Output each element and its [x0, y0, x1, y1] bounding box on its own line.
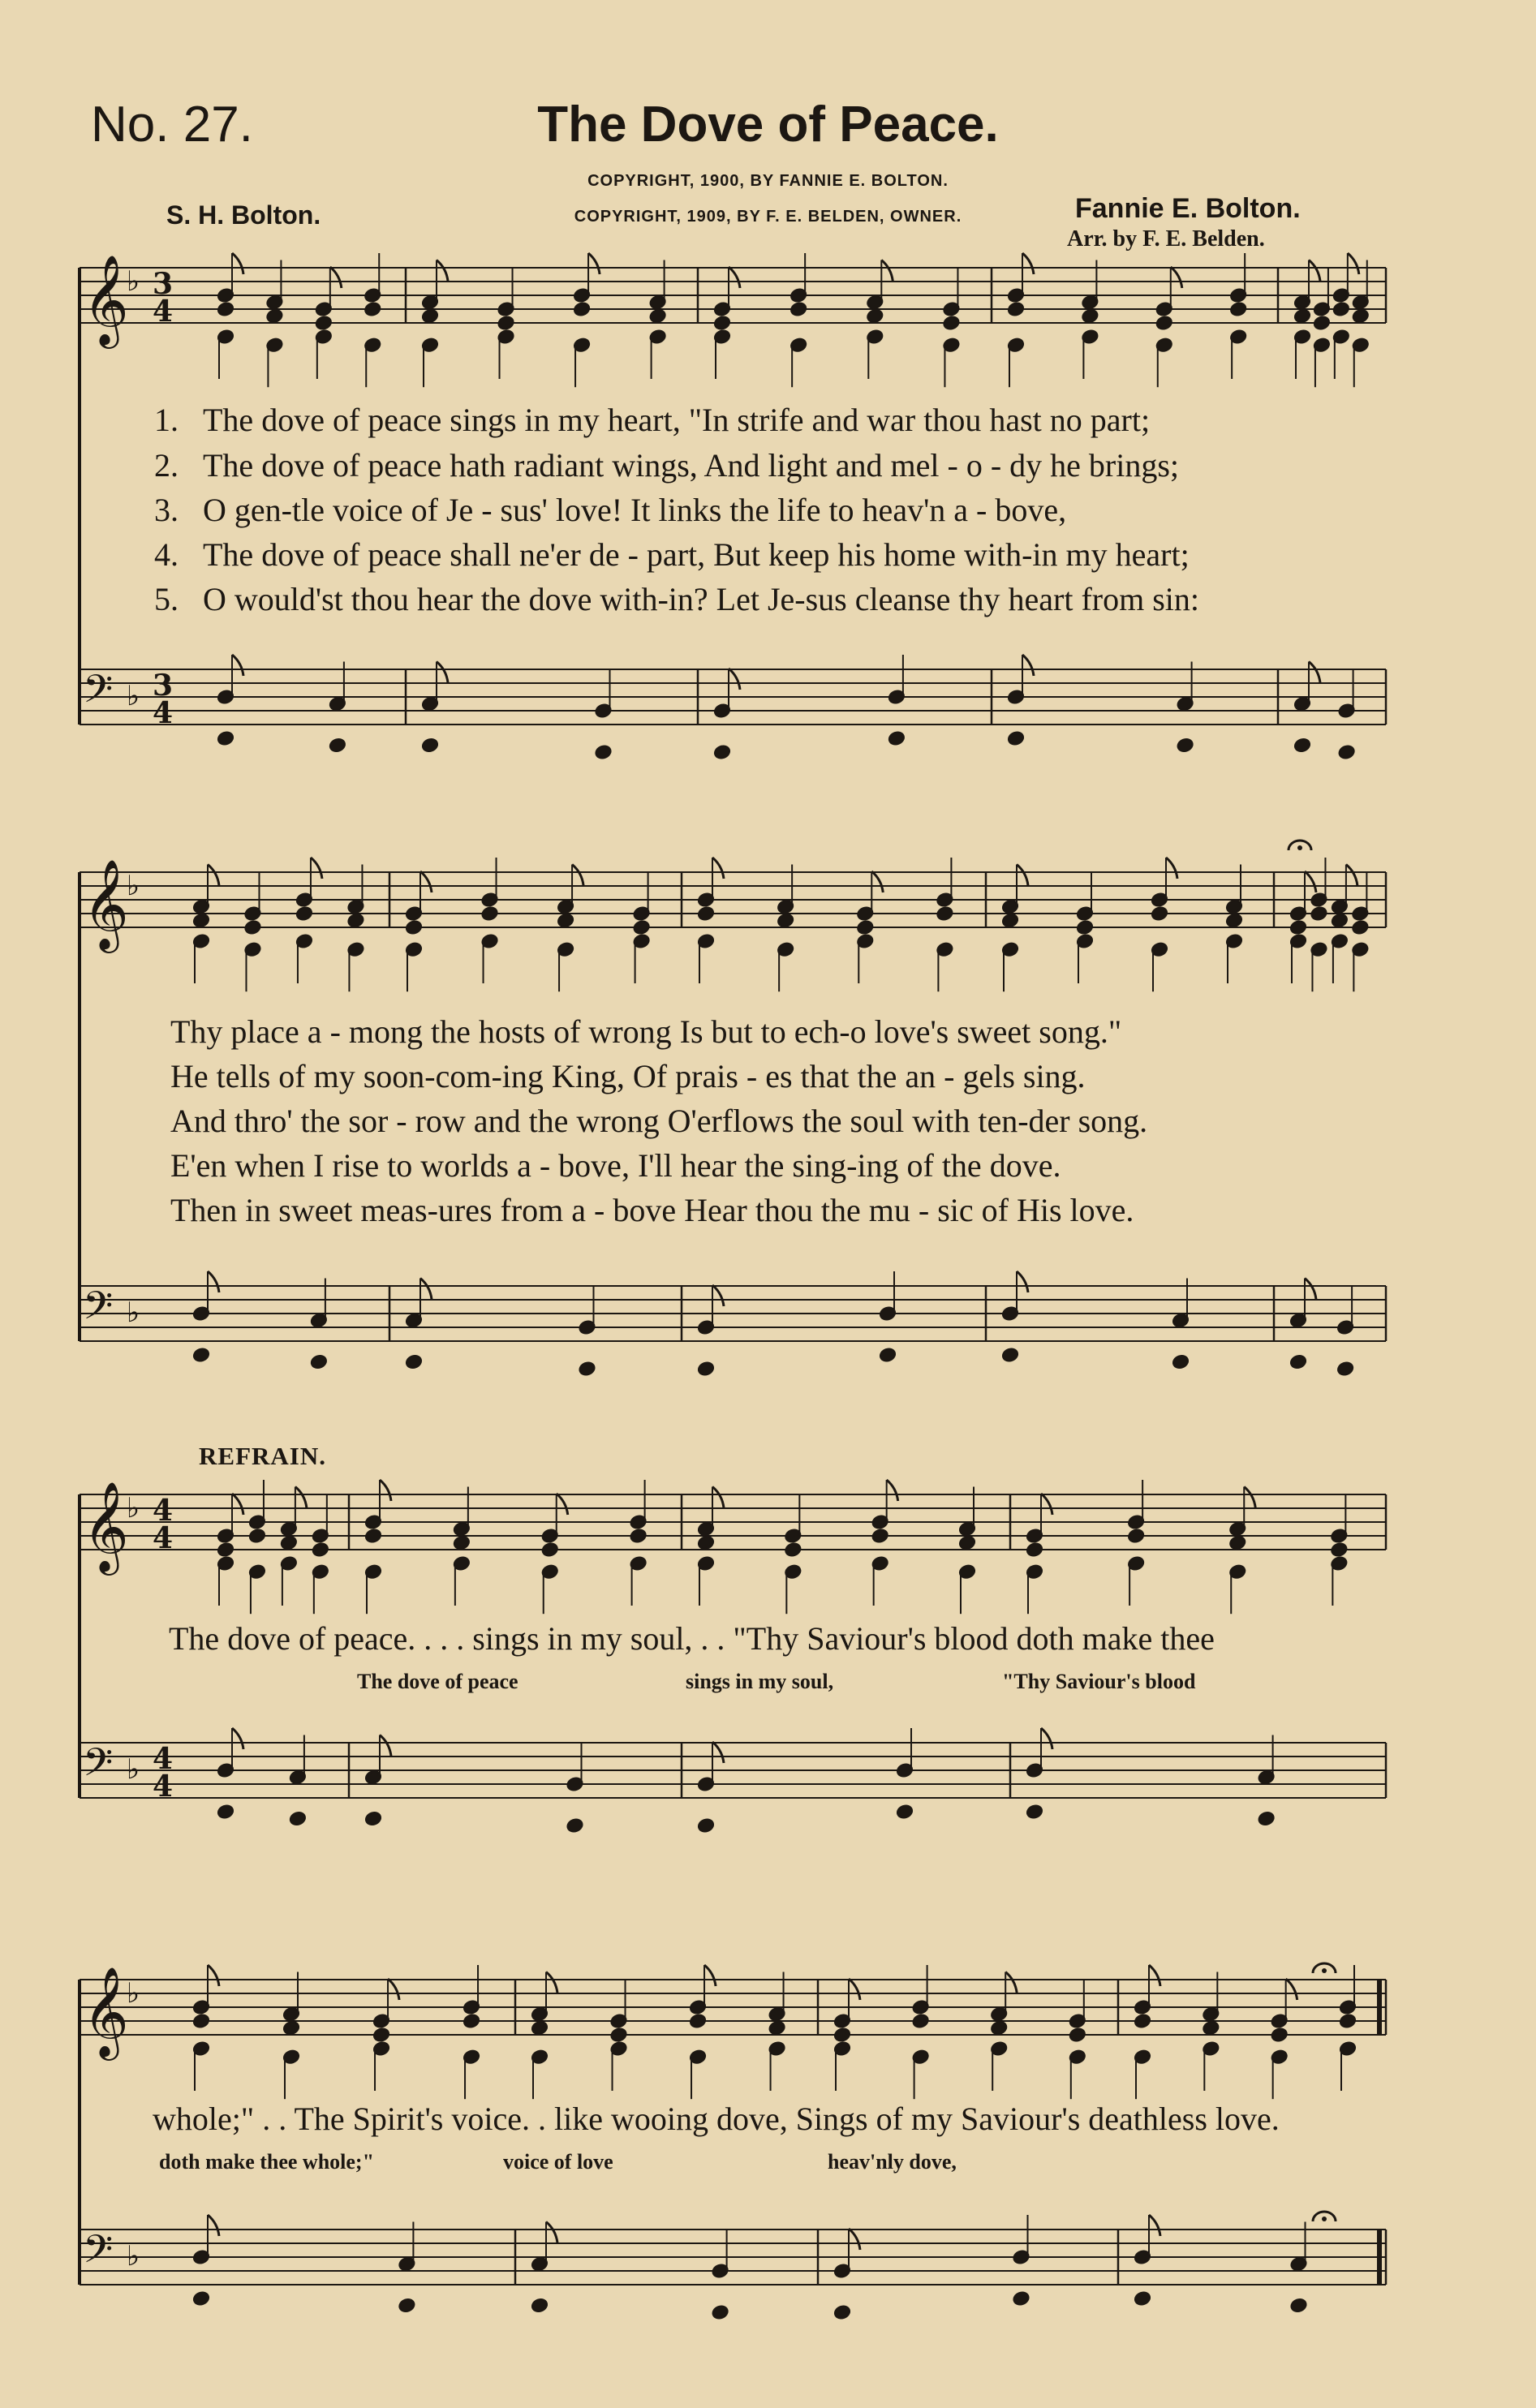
- system-2-treble-note: [1225, 913, 1243, 928]
- system-1-treble-note: [364, 301, 381, 316]
- system-3-bass-low-note: [217, 1804, 234, 1819]
- verse-4-line-1: 4. The dove of peace shall ne'er de - part, But keep his home with-in my heart;: [154, 536, 1190, 573]
- system-1-treble-note: [421, 308, 439, 324]
- note-flag: [208, 2215, 219, 2236]
- note-flag: [849, 1979, 860, 2000]
- system-3-treble-note: [871, 1528, 889, 1543]
- system-4-treble-note: [1202, 2020, 1220, 2036]
- system-1-treble-note: [1293, 308, 1311, 324]
- system-1-bass-low-note: [888, 730, 906, 746]
- note-flag: [1022, 655, 1034, 676]
- system-3-bass-time-top: 4: [153, 1742, 174, 1776]
- verse-number: 3.: [154, 492, 179, 528]
- system-1-bass-key-flat: ♭: [127, 680, 140, 712]
- system-4-bass-low-note: [833, 2304, 851, 2320]
- verse-3-line-2: And thro' the sor - row and the wrong O'erflows the soul with ten-der song.: [170, 1103, 1148, 1139]
- system-2-treble-clef: 𝄞: [83, 858, 129, 949]
- system-3-treble-note: [312, 1542, 329, 1557]
- note-flag: [232, 1494, 243, 1515]
- system-3-bass-key-flat: ♭: [127, 1753, 140, 1786]
- system-4-treble-key-flat: ♭: [127, 1977, 140, 2010]
- system-1-treble-note: [790, 301, 807, 316]
- verse-1-line-2: Thy place a - mong the hosts of wrong Is but to ech-o love's sweet song.": [170, 1013, 1122, 1050]
- system-2-treble-note: [405, 919, 423, 935]
- verse-4-line-2: E'en when I rise to worlds a - bove, I'll hear the sing-ing of the dove.: [170, 1147, 1061, 1184]
- note-flag: [729, 669, 740, 690]
- note-flag: [1017, 1271, 1028, 1292]
- system-2-treble-note: [936, 905, 954, 921]
- note-flag: [232, 1728, 243, 1749]
- system-3-treble-time-bottom: 4: [153, 1521, 174, 1555]
- note-flag: [887, 1480, 898, 1501]
- system-2-bass-low-note: [1336, 1361, 1354, 1376]
- system-4-bass-clef: 𝄢: [83, 2226, 114, 2281]
- refrain-echo-2c: heav'nly dove,: [828, 2150, 957, 2174]
- system-1-bass-time-bottom: 4: [153, 696, 174, 730]
- system-1-treble-note: [1007, 301, 1025, 316]
- copyright-line-2: COPYRIGHT, 1909, BY F. E. BELDEN, OWNER.: [574, 208, 962, 226]
- system-2-treble-note: [856, 919, 874, 935]
- note-flag: [380, 1735, 391, 1757]
- system-1-bass-low-note: [595, 744, 613, 759]
- note-flag: [1348, 253, 1359, 274]
- system-3-bass-low-note: [1026, 1804, 1043, 1819]
- fermata-dot: [1322, 2217, 1327, 2221]
- system-3-bass-low-note: [697, 1817, 715, 1833]
- note-flag: [311, 858, 322, 879]
- system-1-treble-note: [1332, 301, 1350, 316]
- system-3-treble-note: [630, 1528, 648, 1543]
- note-flag: [1171, 267, 1182, 288]
- system-3-bass-time-bottom: 4: [153, 1769, 174, 1804]
- system-2-treble-note: [1331, 913, 1349, 928]
- system-4-bass-low-note: [531, 2298, 549, 2313]
- system-4-treble-note: [990, 2020, 1008, 2036]
- note-flag: [1017, 865, 1028, 886]
- system-1-treble-note: [315, 315, 333, 330]
- system-1-treble-note: [1082, 308, 1099, 324]
- system-3-bass-low-note: [566, 1817, 584, 1833]
- system-1-treble-note: [573, 301, 591, 316]
- system-4-bass-low-note: [1013, 2290, 1030, 2306]
- note-flag: [420, 1279, 432, 1300]
- verse-number: 4.: [154, 536, 179, 573]
- note-flag: [546, 1972, 557, 1993]
- system-4-treble-note: [610, 2027, 628, 2042]
- note-flag: [1166, 858, 1177, 879]
- system-2-bass-low-note: [405, 1354, 423, 1370]
- note-flag: [557, 1494, 568, 1515]
- system-4-treble-note: [1069, 2027, 1086, 2042]
- note-flag: [420, 871, 432, 892]
- system-3-bass-low-note: [289, 1811, 307, 1826]
- verse-number: 2.: [154, 447, 179, 484]
- system-3-treble-note: [280, 1535, 298, 1550]
- system-3-treble-note: [958, 1535, 976, 1550]
- system-4-treble-note: [463, 2013, 480, 2028]
- system-2-treble-note: [557, 913, 574, 928]
- note-flag: [437, 662, 448, 683]
- system-3-treble-key-flat: ♭: [127, 1492, 140, 1524]
- system-2-bass-low-note: [879, 1347, 897, 1362]
- system-1-treble-note: [866, 308, 884, 324]
- note-flag: [1346, 865, 1357, 886]
- system-1-bass-clef: 𝄢: [83, 666, 114, 721]
- note-flag: [208, 865, 219, 886]
- note-flag: [388, 1979, 399, 2000]
- system-3-treble-note: [453, 1535, 471, 1550]
- system-3-treble-clef: 𝄞: [83, 1481, 129, 1572]
- refrain-echo-2b: voice of love: [503, 2150, 613, 2174]
- system-1-bass-low-note: [1338, 744, 1356, 759]
- note-flag: [437, 260, 448, 282]
- system-1-bass-low-note: [1177, 737, 1194, 753]
- system-3-bass-low-note: [1258, 1811, 1276, 1826]
- verse-2-line-2: He tells of my soon-com-ing King, Of prais - es that the an - gels sing.: [170, 1058, 1086, 1094]
- system-2-treble-note: [1151, 905, 1168, 921]
- system-4-treble-note: [1271, 2027, 1289, 2042]
- system-1-treble-key-flat: ♭: [127, 265, 140, 298]
- system-2-treble-note: [697, 905, 715, 921]
- system-3-treble-note: [217, 1542, 234, 1557]
- system-4-treble-note: [768, 2020, 786, 2036]
- system-1-bass-low-note: [1293, 737, 1311, 753]
- system-4-bass-low-note: [398, 2298, 416, 2313]
- note-flag: [330, 267, 342, 288]
- refrain-echo-1a: The dove of peace: [357, 1670, 518, 1693]
- system-4-treble-note: [282, 2020, 300, 2036]
- hymn-number: No. 27.: [91, 97, 253, 153]
- system-3-treble-note: [1026, 1542, 1043, 1557]
- system-2-treble-note: [481, 905, 499, 921]
- system-3-treble-time-top: 4: [153, 1494, 174, 1528]
- system-4-bass-key-flat: ♭: [127, 2240, 140, 2273]
- note-flag: [712, 1285, 724, 1306]
- note-flag: [232, 655, 243, 676]
- note-flag: [1005, 1972, 1017, 1993]
- note-flag: [572, 865, 583, 886]
- system-4-treble-note: [1134, 2013, 1151, 2028]
- refrain-line-2: whole;" . . The Spirit's voice. . like wooing dove, Sings of my Saviour's deathless love.: [153, 2101, 1280, 2137]
- note-flag: [1022, 253, 1034, 274]
- system-2-bass-low-note: [192, 1347, 210, 1362]
- system-4-bass-low-note: [1134, 2290, 1151, 2306]
- lyricist-credit: Fannie E. Bolton.: [1075, 193, 1301, 224]
- system-1-treble-note: [649, 308, 667, 324]
- system-4-treble-clef: 𝄞: [83, 1966, 129, 2057]
- system-4-treble-note: [192, 2013, 210, 2028]
- note-flag: [546, 2222, 557, 2243]
- note-flag: [1305, 871, 1316, 892]
- note-flag: [1041, 1728, 1052, 1749]
- system-4-treble-note: [833, 2027, 851, 2042]
- system-2-bass-low-note: [1001, 1347, 1019, 1362]
- refrain-echo-1b: sings in my soul,: [686, 1670, 834, 1693]
- note-flag: [208, 1271, 219, 1292]
- system-2-bass-low-note: [1172, 1354, 1190, 1370]
- copyright-line-1: COPYRIGHT, 1900, BY FANNIE E. BOLTON.: [587, 172, 949, 190]
- system-3-bass-low-note: [364, 1811, 382, 1826]
- note-flag: [712, 1742, 724, 1763]
- system-1-bass-low-note: [329, 737, 346, 753]
- system-1-bass-low-note: [1007, 730, 1025, 746]
- system-1-treble-note: [1155, 315, 1173, 330]
- note-flag: [704, 1965, 716, 1986]
- note-flag: [1309, 260, 1320, 282]
- system-4-bass-low-note: [712, 2304, 729, 2320]
- system-2-bass-key-flat: ♭: [127, 1296, 140, 1329]
- note-flag: [1149, 1965, 1160, 1986]
- verse-1-line-1: 1. The dove of peace sings in my heart, "In strife and war thou hast no part;: [154, 402, 1151, 438]
- system-3-treble-note: [1331, 1542, 1349, 1557]
- system-2-treble-note: [244, 919, 262, 935]
- composer-credit: S. H. Bolton.: [166, 200, 321, 230]
- system-3-treble-note: [1228, 1535, 1246, 1550]
- verse-5-line-2: Then in sweet meas-ures from a - bove Hear thou the mu - sic of His love.: [170, 1192, 1134, 1228]
- system-4-treble-note: [1339, 2013, 1357, 2028]
- system-2-treble-key-flat: ♭: [127, 870, 140, 902]
- system-2-treble-note: [1076, 919, 1094, 935]
- system-1-treble-note: [713, 315, 731, 330]
- system-3-treble-note: [697, 1535, 715, 1550]
- system-2-treble-note: [295, 905, 313, 921]
- system-1-treble-note: [943, 315, 961, 330]
- note-flag: [232, 253, 243, 274]
- system-1-bass-low-note: [217, 730, 234, 746]
- refrain-label: REFRAIN.: [199, 1442, 326, 1470]
- verse-3-line-1: 3. O gen-tle voice of Je - sus' love! It links the life to heav'n a - bove,: [154, 492, 1067, 528]
- note-flag: [1286, 1979, 1297, 2000]
- system-2-bass-low-note: [579, 1361, 596, 1376]
- fermata-dot: [1297, 845, 1302, 850]
- system-2-bass-clef: 𝄢: [83, 1283, 114, 1338]
- note-flag: [1244, 1487, 1255, 1508]
- system-1-treble-note: [497, 315, 515, 330]
- system-3-treble-note: [248, 1528, 266, 1543]
- system-1-treble-time-bottom: 4: [153, 295, 174, 329]
- system-1-treble-time-top: 3: [153, 267, 174, 301]
- system-2-bass-low-note: [310, 1354, 328, 1370]
- note-flag: [295, 1487, 307, 1508]
- system-1-bass-time-top: 3: [153, 669, 174, 703]
- refrain-line-1: The dove of peace. . . . sings in my soul, . . "Thy Saviour's blood doth make thee: [169, 1620, 1215, 1657]
- note-flag: [1309, 662, 1320, 683]
- system-1-treble-clef: 𝄞: [83, 254, 129, 345]
- refrain-echo-2a: doth make thee whole;": [159, 2150, 375, 2174]
- system-2-treble-note: [1001, 913, 1019, 928]
- system-4-treble-note: [372, 2027, 390, 2042]
- system-3-treble-note: [541, 1542, 559, 1557]
- system-4-treble-note: [689, 2013, 707, 2028]
- verse-5-line-1: 5. O would'st thou hear the dove with-in? Let Je-sus cleanse thy heart from sin:: [154, 581, 1200, 617]
- system-1-treble-note: [266, 308, 284, 324]
- system-1-bass-low-note: [713, 744, 731, 759]
- system-1-treble-note: [1352, 308, 1370, 324]
- system-4-bass-low-note: [192, 2290, 210, 2306]
- system-4-treble-note: [912, 2013, 930, 2028]
- system-3-treble-note: [784, 1542, 802, 1557]
- refrain-echo-1c: "Thy Saviour's blood: [1002, 1670, 1196, 1693]
- system-3-bass-clef: 𝄢: [83, 1739, 114, 1795]
- system-4-treble-note: [531, 2020, 549, 2036]
- system-2-bass-low-note: [1289, 1354, 1307, 1370]
- verse-number: 1.: [154, 402, 179, 438]
- system-2-treble-note: [1289, 919, 1307, 935]
- system-2-treble-note: [1352, 919, 1370, 935]
- note-flag: [712, 858, 724, 879]
- note-flag: [208, 1965, 219, 1986]
- system-2-treble-note: [347, 913, 365, 928]
- note-flag: [729, 267, 740, 288]
- verse-2-line-1: 2. The dove of peace hath radiant wings, And light and mel - o - dy he brings;: [154, 447, 1180, 484]
- system-1-bass-low-note: [421, 737, 439, 753]
- hymn-title: The Dove of Peace.: [537, 97, 999, 153]
- note-flag: [712, 1487, 724, 1508]
- note-flag: [871, 871, 883, 892]
- system-1-treble-note: [1313, 315, 1331, 330]
- note-flag: [380, 1480, 391, 1501]
- note-flag: [849, 2229, 860, 2250]
- system-3-bass-low-note: [896, 1804, 914, 1819]
- note-flag: [881, 260, 893, 282]
- system-1-treble-note: [1229, 301, 1247, 316]
- system-2-treble-note: [192, 913, 210, 928]
- system-1-treble-note: [217, 301, 234, 316]
- verse-number: 5.: [154, 581, 179, 617]
- system-2-treble-note: [1310, 905, 1328, 921]
- note-flag: [1041, 1494, 1052, 1515]
- note-flag: [1305, 1279, 1316, 1300]
- note-flag: [1149, 2215, 1160, 2236]
- system-2-treble-note: [777, 913, 794, 928]
- system-2-bass-low-note: [697, 1361, 715, 1376]
- system-3-treble-note: [1127, 1528, 1145, 1543]
- system-3-treble-note: [364, 1528, 382, 1543]
- arranger-credit: Arr. by F. E. Belden.: [1067, 226, 1265, 252]
- system-2-treble-note: [633, 919, 651, 935]
- fermata-dot: [1322, 1968, 1327, 1973]
- note-flag: [588, 253, 600, 274]
- system-4-bass-low-note: [1290, 2298, 1308, 2313]
